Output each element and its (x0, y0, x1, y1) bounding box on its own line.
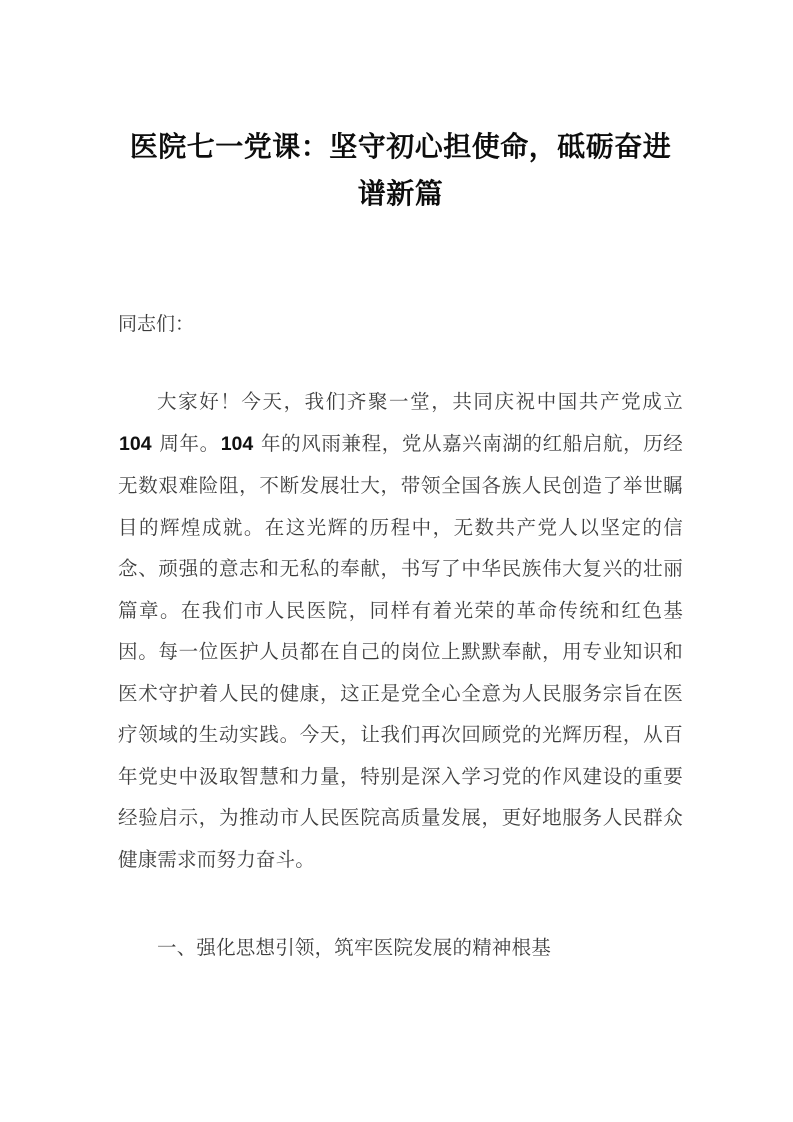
body-paragraph-1 (118, 339, 683, 880)
paragraph-text-part-2: 周年。 (152, 431, 220, 455)
salutation: 同志们： (118, 313, 195, 335)
page-title: 医院七一党课：坚守初心担使命，砥砺奋进谱新篇 (129, 130, 672, 210)
duration-years-number: 104 (220, 432, 254, 455)
section-heading-1: 一、强化思想引领，筑牢医院发展的精神根基 (157, 936, 552, 959)
document-text-frame (118, 0, 683, 969)
anniversary-years-number: 104 (119, 432, 152, 455)
paragraph-text-part-3: 年的风雨兼程，党从嘉兴南湖的红船启航，历经无数艰难险阻，不断发展壮大，带领全国各族人民创造了举世瞩目的辉煌成就。在这光辉的历程中，无数共产党人以坚定的信念、顽强的意志和无私的奉献，书写了中华民族伟大复兴的壮丽篇章。在我们市人民医院，同样有着光荣的革命传统和红色基因。每一位医护人员都在自己的岗位上默默奉献，用专业知识和医术守护着人民的健康，这正是党全心全意为人民服务宗旨在医疗领域的生动实践。今天，让我们再次回顾党的光辉历程，从百年党史中汲取智慧和力量，特别是深入学习党的作风建设的重要经验启示，为推动市人民医院高质量发展，更好地服务人民群众健康需求而努力奋斗。 (118, 431, 683, 871)
paragraph-text-part-1: 大家好！今天，我们齐聚一堂，共同庆祝中国共产党成立 (157, 390, 683, 413)
